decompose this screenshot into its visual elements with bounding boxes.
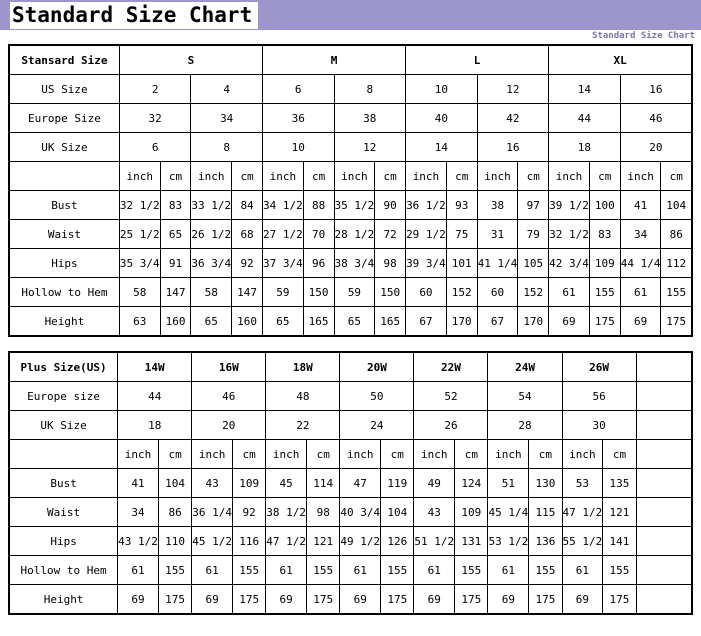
measure-value: 75 [446, 220, 477, 249]
empty-cell [636, 585, 692, 615]
measure-value: 45 [266, 469, 307, 498]
unit-header: inch [549, 162, 590, 191]
measure-value: 32 1/2 [119, 191, 160, 220]
empty-cell [9, 162, 119, 191]
measure-value: 96 [303, 249, 334, 278]
table-row [9, 220, 692, 249]
measure-value: 150 [375, 278, 406, 307]
measure-value: 155 [232, 556, 265, 585]
measure-value: 175 [661, 307, 692, 337]
table-row [9, 45, 692, 75]
measure-value: 61 [414, 556, 455, 585]
unit-header: cm [589, 162, 620, 191]
table-row [9, 527, 692, 556]
measure-value: 69 [562, 585, 603, 615]
measure-value: 43 [414, 498, 455, 527]
row-header: US Size [9, 75, 119, 104]
measure-value: 70 [303, 220, 334, 249]
unit-header: cm [518, 162, 549, 191]
empty-cell [636, 440, 692, 469]
measure-value: 25 1/2 [119, 220, 160, 249]
size-value: 2 [119, 75, 191, 104]
measure-value: 175 [232, 585, 265, 615]
measure-value: 65 [334, 307, 375, 337]
measure-value: 35 1/2 [334, 191, 375, 220]
measure-value: 43 [192, 469, 233, 498]
measure-value: 115 [529, 498, 562, 527]
size-value: 14 [406, 133, 478, 162]
unit-header: inch [192, 440, 233, 469]
measure-value: 150 [303, 278, 334, 307]
measure-value: 86 [661, 220, 692, 249]
measure-value: 39 3/4 [406, 249, 447, 278]
unit-header: cm [232, 440, 265, 469]
measure-value: 155 [529, 556, 562, 585]
measure-value: 69 [266, 585, 307, 615]
measure-value: 175 [381, 585, 414, 615]
measure-value: 109 [455, 498, 488, 527]
unit-header: cm [381, 440, 414, 469]
measure-value: 93 [446, 191, 477, 220]
unit-header: cm [375, 162, 406, 191]
size-value: 12 [334, 133, 406, 162]
measure-value: 58 [191, 278, 232, 307]
row-header: Europe size [9, 382, 118, 411]
measure-value: 36 1/4 [192, 498, 233, 527]
table-row [9, 249, 692, 278]
unit-header: inch [406, 162, 447, 191]
measure-value: 61 [488, 556, 529, 585]
measure-value: 38 1/2 [266, 498, 307, 527]
unit-header: inch [266, 440, 307, 469]
measure-value: 175 [455, 585, 488, 615]
row-header: UK Size [9, 133, 119, 162]
measure-value: 112 [661, 249, 692, 278]
measure-value: 160 [232, 307, 263, 337]
measure-value: 65 [160, 220, 191, 249]
size-value: 32 [119, 104, 191, 133]
size-value: 46 [620, 104, 692, 133]
page-title: Standard Size Chart [10, 2, 258, 29]
measure-value: 69 [549, 307, 590, 337]
measure-value: 38 3/4 [334, 249, 375, 278]
measure-value: 86 [158, 498, 191, 527]
measure-value: 61 [118, 556, 159, 585]
measure-value: 34 [118, 498, 159, 527]
measure-value: 61 [192, 556, 233, 585]
table-row [9, 75, 692, 104]
measure-value: 35 3/4 [119, 249, 160, 278]
measure-value: 69 [192, 585, 233, 615]
measure-value: 83 [589, 220, 620, 249]
unit-header: inch [191, 162, 232, 191]
row-header: Bust [9, 191, 119, 220]
size-group-header: 24W [488, 352, 562, 382]
size-group-header: 22W [414, 352, 488, 382]
unit-header: cm [160, 162, 191, 191]
table-row [9, 411, 692, 440]
unit-header: inch [118, 440, 159, 469]
table-row [9, 352, 692, 382]
size-value: 20 [620, 133, 692, 162]
measure-value: 69 [620, 307, 661, 337]
table-row [9, 162, 692, 191]
size-value: 52 [414, 382, 488, 411]
measure-value: 147 [232, 278, 263, 307]
unit-header: inch [477, 162, 518, 191]
page-header [0, 0, 701, 44]
measure-value: 88 [303, 191, 334, 220]
size-value: 28 [488, 411, 562, 440]
measure-value: 65 [262, 307, 303, 337]
size-value: 46 [192, 382, 266, 411]
measure-value: 165 [375, 307, 406, 337]
measure-value: 175 [158, 585, 191, 615]
unit-header: cm [232, 162, 263, 191]
table-row [9, 191, 692, 220]
row-header: Waist [9, 498, 118, 527]
empty-cell [636, 352, 692, 382]
measure-value: 37 3/4 [262, 249, 303, 278]
row-header: Hips [9, 249, 119, 278]
measure-value: 104 [158, 469, 191, 498]
empty-cell [636, 556, 692, 585]
measure-value: 104 [381, 498, 414, 527]
measure-value: 98 [375, 249, 406, 278]
size-value: 4 [191, 75, 263, 104]
measure-value: 104 [661, 191, 692, 220]
measure-value: 135 [603, 469, 636, 498]
measure-value: 47 [340, 469, 381, 498]
size-value: 14 [549, 75, 621, 104]
measure-value: 51 [488, 469, 529, 498]
row-header: Height [9, 307, 119, 337]
measure-value: 84 [232, 191, 263, 220]
row-header: Bust [9, 469, 118, 498]
measure-value: 69 [488, 585, 529, 615]
measure-value: 68 [232, 220, 263, 249]
row-header: Hollow to Hem [9, 278, 119, 307]
measure-value: 63 [119, 307, 160, 337]
measure-value: 36 3/4 [191, 249, 232, 278]
measure-value: 152 [518, 278, 549, 307]
measure-value: 61 [266, 556, 307, 585]
measure-value: 155 [381, 556, 414, 585]
unit-header: cm [661, 162, 692, 191]
measure-value: 90 [375, 191, 406, 220]
measure-value: 41 1/4 [477, 249, 518, 278]
table-row [9, 307, 692, 337]
size-value: 50 [340, 382, 414, 411]
measure-value: 155 [158, 556, 191, 585]
measure-value: 91 [160, 249, 191, 278]
measure-value: 43 1/2 [118, 527, 159, 556]
measure-value: 69 [414, 585, 455, 615]
measure-value: 44 1/4 [620, 249, 661, 278]
size-value: 8 [334, 75, 406, 104]
measure-value: 67 [477, 307, 518, 337]
table-row [9, 133, 692, 162]
size-value: 30 [562, 411, 636, 440]
measure-value: 97 [518, 191, 549, 220]
size-value: 6 [119, 133, 191, 162]
table-row [9, 469, 692, 498]
measure-value: 69 [118, 585, 159, 615]
size-value: 38 [334, 104, 406, 133]
unit-header: inch [620, 162, 661, 191]
size-value: 42 [477, 104, 549, 133]
measure-value: 175 [529, 585, 562, 615]
size-group-header: 18W [266, 352, 340, 382]
table-row [9, 556, 692, 585]
size-group-header: 20W [340, 352, 414, 382]
size-value: 54 [488, 382, 562, 411]
measure-value: 114 [307, 469, 340, 498]
measure-value: 49 1/2 [340, 527, 381, 556]
row-header: Height [9, 585, 118, 615]
measure-value: 170 [446, 307, 477, 337]
size-value: 18 [118, 411, 192, 440]
size-value: 44 [118, 382, 192, 411]
measure-value: 59 [334, 278, 375, 307]
measure-value: 136 [529, 527, 562, 556]
measure-value: 110 [158, 527, 191, 556]
measure-value: 40 3/4 [340, 498, 381, 527]
size-value: 8 [191, 133, 263, 162]
measure-value: 34 1/2 [262, 191, 303, 220]
measure-value: 60 [406, 278, 447, 307]
measure-value: 26 1/2 [191, 220, 232, 249]
measure-value: 65 [191, 307, 232, 337]
size-group-header: M [262, 45, 405, 75]
unit-header: cm [307, 440, 340, 469]
measure-value: 79 [518, 220, 549, 249]
size-value: 10 [262, 133, 334, 162]
measure-value: 109 [232, 469, 265, 498]
size-value: 44 [549, 104, 621, 133]
table-row [9, 440, 692, 469]
table-row [9, 104, 692, 133]
unit-header: inch [340, 440, 381, 469]
plus-size-table [8, 351, 693, 615]
table-row [9, 498, 692, 527]
row-header: Europe Size [9, 104, 119, 133]
measure-value: 28 1/2 [334, 220, 375, 249]
size-value: 48 [266, 382, 340, 411]
measure-value: 45 1/2 [192, 527, 233, 556]
empty-cell [636, 498, 692, 527]
column-header-label: Stansard Size [9, 45, 119, 75]
size-group-header: 14W [118, 352, 192, 382]
measure-value: 59 [262, 278, 303, 307]
measure-value: 53 [562, 469, 603, 498]
measure-value: 69 [340, 585, 381, 615]
measure-value: 61 [620, 278, 661, 307]
unit-header: cm [446, 162, 477, 191]
size-value: 40 [406, 104, 478, 133]
measure-value: 55 1/2 [562, 527, 603, 556]
size-group-header: L [406, 45, 549, 75]
empty-cell [636, 382, 692, 411]
measure-value: 155 [661, 278, 692, 307]
measure-value: 41 [620, 191, 661, 220]
measure-value: 31 [477, 220, 518, 249]
measure-value: 45 1/4 [488, 498, 529, 527]
measure-value: 116 [232, 527, 265, 556]
measure-value: 100 [589, 191, 620, 220]
row-header: UK Size [9, 411, 118, 440]
empty-cell [9, 440, 118, 469]
measure-value: 72 [375, 220, 406, 249]
size-value: 26 [414, 411, 488, 440]
unit-header: inch [262, 162, 303, 191]
measure-value: 92 [232, 498, 265, 527]
measure-value: 33 1/2 [191, 191, 232, 220]
size-value: 16 [477, 133, 549, 162]
measure-value: 175 [589, 307, 620, 337]
measure-value: 160 [160, 307, 191, 337]
measure-value: 155 [603, 556, 636, 585]
measure-value: 58 [119, 278, 160, 307]
empty-cell [636, 411, 692, 440]
empty-cell [636, 527, 692, 556]
measure-value: 47 1/2 [562, 498, 603, 527]
size-group-header: XL [549, 45, 692, 75]
size-group-header: 26W [562, 352, 636, 382]
table-row [9, 278, 692, 307]
measure-value: 101 [446, 249, 477, 278]
measure-value: 170 [518, 307, 549, 337]
unit-header: inch [414, 440, 455, 469]
unit-header: inch [488, 440, 529, 469]
measure-value: 121 [307, 527, 340, 556]
size-group-header: S [119, 45, 262, 75]
header-caption: Standard Size Chart [592, 31, 695, 41]
measure-value: 155 [589, 278, 620, 307]
unit-header: cm [158, 440, 191, 469]
measure-value: 155 [455, 556, 488, 585]
measure-value: 61 [549, 278, 590, 307]
empty-cell [636, 469, 692, 498]
measure-value: 109 [589, 249, 620, 278]
measure-value: 130 [529, 469, 562, 498]
unit-header: inch [562, 440, 603, 469]
measure-value: 29 1/2 [406, 220, 447, 249]
unit-header: cm [603, 440, 636, 469]
measure-value: 61 [340, 556, 381, 585]
unit-header: inch [334, 162, 375, 191]
row-header: Hips [9, 527, 118, 556]
size-value: 34 [191, 104, 263, 133]
measure-value: 39 1/2 [549, 191, 590, 220]
size-value: 20 [192, 411, 266, 440]
standard-size-table [8, 44, 693, 337]
size-value: 22 [266, 411, 340, 440]
unit-header: cm [529, 440, 562, 469]
row-header: Waist [9, 220, 119, 249]
measure-value: 32 1/2 [549, 220, 590, 249]
measure-value: 126 [381, 527, 414, 556]
table-row [9, 585, 692, 615]
measure-value: 121 [603, 498, 636, 527]
measure-value: 53 1/2 [488, 527, 529, 556]
measure-value: 98 [307, 498, 340, 527]
size-value: 56 [562, 382, 636, 411]
measure-value: 165 [303, 307, 334, 337]
measure-value: 155 [307, 556, 340, 585]
unit-header: cm [455, 440, 488, 469]
measure-value: 49 [414, 469, 455, 498]
measure-value: 131 [455, 527, 488, 556]
measure-value: 60 [477, 278, 518, 307]
measure-value: 67 [406, 307, 447, 337]
measure-value: 175 [307, 585, 340, 615]
measure-value: 83 [160, 191, 191, 220]
measure-value: 42 3/4 [549, 249, 590, 278]
measure-value: 47 1/2 [266, 527, 307, 556]
size-value: 24 [340, 411, 414, 440]
measure-value: 175 [603, 585, 636, 615]
column-header-label: Plus Size(US) [9, 352, 118, 382]
measure-value: 105 [518, 249, 549, 278]
measure-value: 124 [455, 469, 488, 498]
size-value: 6 [262, 75, 334, 104]
measure-value: 38 [477, 191, 518, 220]
measure-value: 36 1/2 [406, 191, 447, 220]
unit-header: inch [119, 162, 160, 191]
size-group-header: 16W [192, 352, 266, 382]
size-value: 18 [549, 133, 621, 162]
measure-value: 41 [118, 469, 159, 498]
size-value: 36 [262, 104, 334, 133]
size-value: 12 [477, 75, 549, 104]
measure-value: 119 [381, 469, 414, 498]
measure-value: 34 [620, 220, 661, 249]
table-row [9, 382, 692, 411]
measure-value: 141 [603, 527, 636, 556]
measure-value: 61 [562, 556, 603, 585]
measure-value: 51 1/2 [414, 527, 455, 556]
measure-value: 27 1/2 [262, 220, 303, 249]
measure-value: 152 [446, 278, 477, 307]
measure-value: 92 [232, 249, 263, 278]
unit-header: cm [303, 162, 334, 191]
size-value: 10 [406, 75, 478, 104]
size-value: 16 [620, 75, 692, 104]
row-header: Hollow to Hem [9, 556, 118, 585]
measure-value: 147 [160, 278, 191, 307]
